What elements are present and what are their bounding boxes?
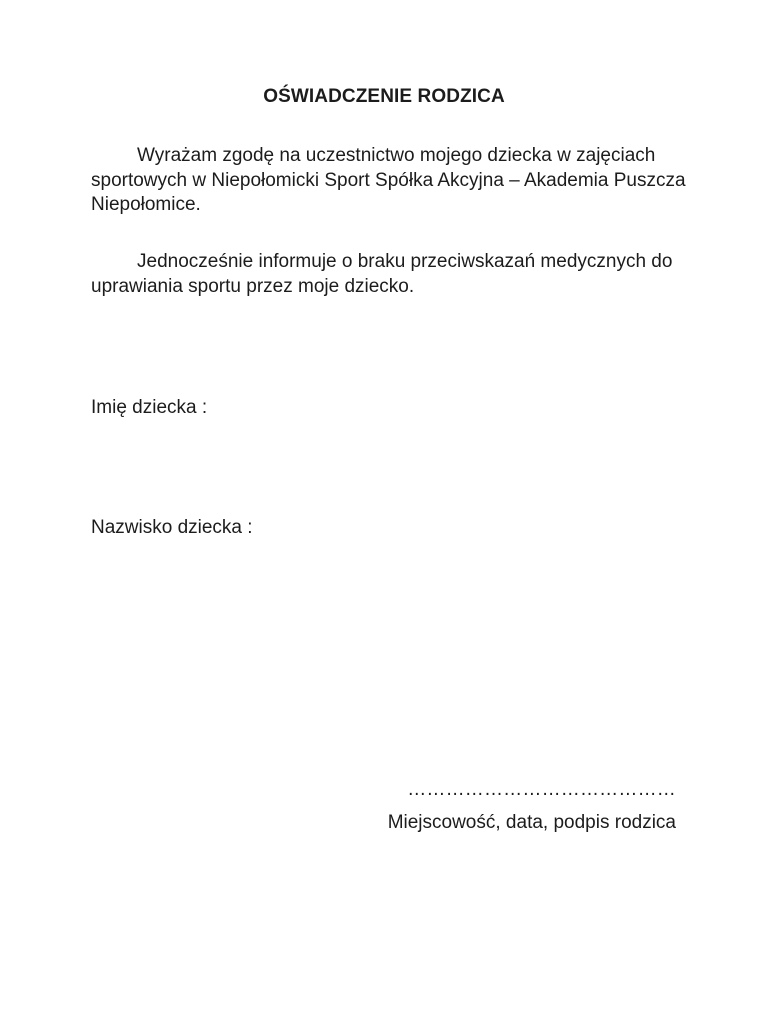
consent-paragraph [91,144,691,218]
child-last-name-label: Nazwisko dziecka : [91,517,253,538]
medical-paragraph [91,250,691,299]
signature-line: …………………………………… [407,779,676,800]
signature-caption: Miejscowość, data, podpis rodzica [387,812,676,833]
medical-text: Jednocześnie informuje o braku przeciwskazań medycznych do uprawiania sportu przez moje dziecko. [91,251,673,297]
document-title: OŚWIADCZENIE RODZICA [263,86,505,107]
child-first-name-label: Imię dziecka : [91,397,208,418]
consent-text: Wyrażam zgodę na uczestnictwo mojego dziecka w zajęciach sportowych w Niepołomicki Sport Spółka Akcyjna – Akademia Puszcza Niepołomice. [91,145,686,215]
